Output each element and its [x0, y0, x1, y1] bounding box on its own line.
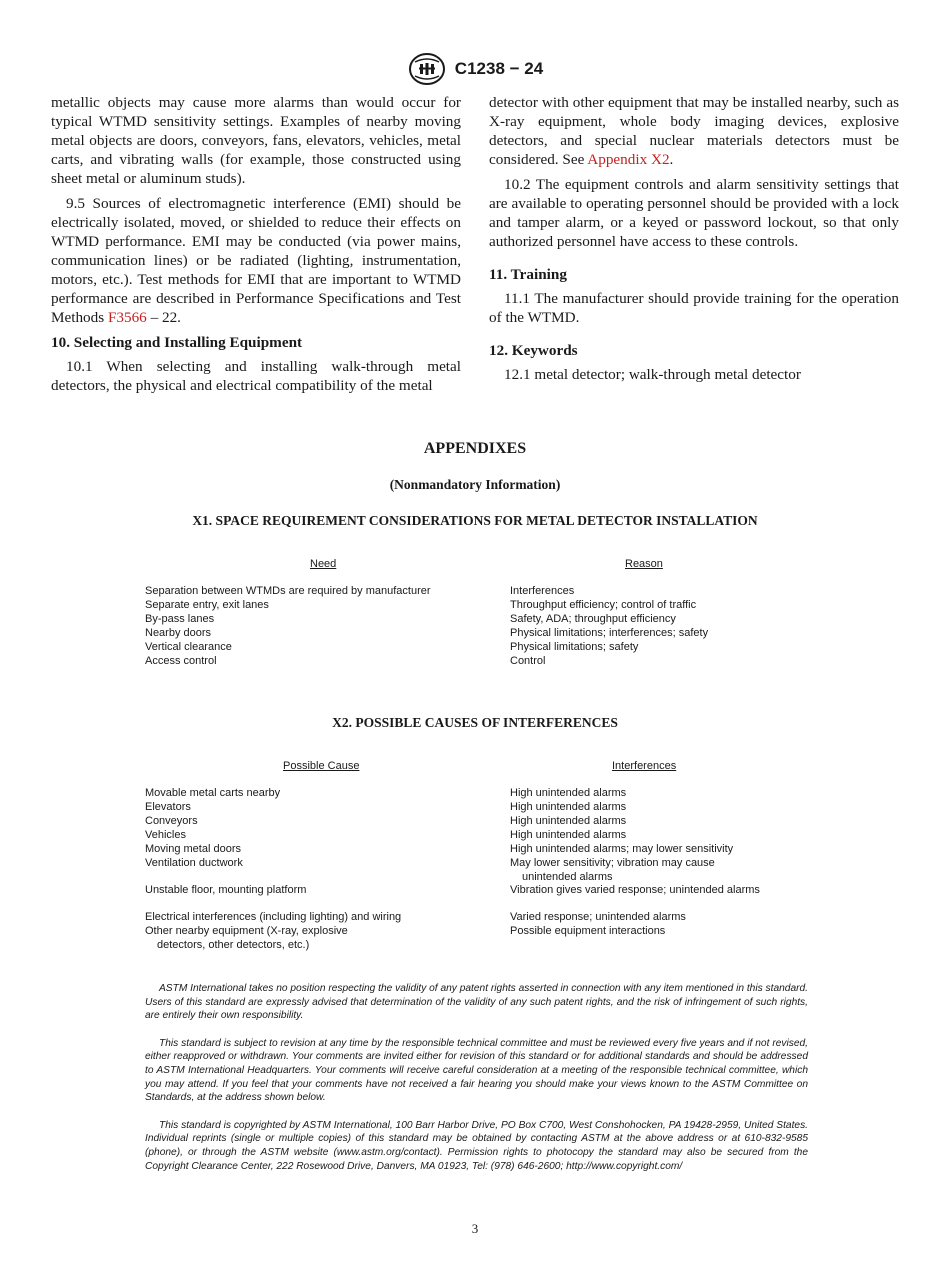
- section-11-heading: 11. Training: [489, 266, 567, 283]
- paragraph-10-1-continued: detector with other equipment that may be installed nearby, such as X-ray equipment, whole body imaging devices, explosive detectors, and special nuclear materials detectors must be considered. See Appendix X2.: [489, 94, 899, 168]
- table-row: Moving metal doors High unintended alarms; may lower sensitivity: [145, 843, 734, 855]
- paragraph-10-1: 10.1 When selecting and installing walk-through metal detectors, the physical and electrical compatibility of the metal: [51, 358, 461, 394]
- appendixes-title: APPENDIXES: [423, 440, 527, 457]
- paragraph-9-5: 9.5 Sources of electromagnetic interference (EMI) should be electrically isolated, moved, or shielded to reduce their effects on WTMD performance. EMI may be conducted (via power mains, communication lines) or be radiated (lighting, instrumentation, motors, etc.). Test methods for EMI that are important to WTMD performance are described in Performance Specifications and Test Methods F3566 – 22.: [51, 195, 461, 326]
- paragraph-10-2: 10.2 The equipment controls and alarm sensitivity settings that are available to operating personnel should be provided with a lock and tamper alarm, or a keyed or password lockout, so that only authorized personnel have access to these controls.: [489, 176, 899, 250]
- appendix-x2-link[interactable]: Appendix X2: [587, 151, 670, 168]
- appendix-x1-title: X1. SPACE REQUIREMENT CONSIDERATIONS FOR METAL DETECTOR INSTALLATION: [192, 513, 758, 528]
- appendix-x2-title: X2. POSSIBLE CAUSES OF INTERFERENCES: [332, 715, 618, 730]
- x2-table: [145, 759, 825, 952]
- document-designation: C1238 − 24: [454, 59, 544, 78]
- paragraph-11-1: 11.1 The manufacturer should provide training for the operation of the WTMD.: [489, 290, 899, 326]
- table-row: Separate entry, exit lanes Throughput efficiency; control of traffic: [145, 599, 697, 611]
- astm-logo-icon: [407, 52, 447, 86]
- table-row: Separation between WTMDs are required by manufacturer Interferences: [145, 585, 575, 597]
- table-row: Unstable floor, mounting platform Vibration gives varied response; unintended alarms: [145, 884, 760, 896]
- page-number: 3: [471, 1221, 479, 1236]
- x2-interferences-header: Interferences: [612, 760, 677, 772]
- x1-reason-header: Reason: [625, 558, 663, 570]
- paragraph-12-1: 12.1 metal detector; walk-through metal detector: [504, 366, 801, 383]
- table-row: Nearby doors Physical limitations; interferences; safety: [145, 627, 709, 639]
- x2-table-header: [145, 759, 825, 773]
- section-10-heading: 10. Selecting and Installing Equipment: [51, 334, 303, 351]
- table-row: By-pass lanes Safety, ADA; throughput efficiency: [145, 613, 676, 625]
- copyright-notice: This standard is copyrighted by ASTM International, 100 Barr Harbor Drive, PO Box C700, West Conshohocken, PA 19428-2959, United States. Individual reprints (single or multiple copies) of this standard may be obtained by contacting ASTM at the above address or at 610-832-9585 (phone), or through the ASTM website (www.astm.org/contact). Permission rights to photocopy the standard may also be secured from the Copyright Clearance Center, 222 Rosewood Drive, Danvers, MA 01923, Tel: (978) 646-2600; http://www.copyright.com/: [145, 1119, 808, 1172]
- x1-table-header: [145, 557, 825, 571]
- right-column: [489, 93, 899, 390]
- legal-notices: [145, 982, 808, 1187]
- table-row: Conveyors High unintended alarms: [145, 815, 627, 827]
- table-row: Movable metal carts nearby High unintended alarms: [145, 787, 627, 799]
- table-row: Vehicles High unintended alarms: [145, 829, 627, 841]
- table-row: Access control Control: [145, 655, 546, 667]
- table-row: Ventilation ductwork May lower sensitivity; vibration may cause unintended alarms: [145, 857, 715, 883]
- left-column: [51, 93, 461, 401]
- x1-table: [145, 557, 825, 668]
- paragraph-9-4-continued: metallic objects may cause more alarms than would occur for typical WTMD sensitivity settings. Examples of nearby moving metal objects are doors, conveyors, fans, elevators, vehicles, metal carts, and vibrating walls (for example, those constructed using sheet metal or aluminum studs).: [51, 94, 461, 187]
- appendixes-subtitle: (Nonmandatory Information): [389, 477, 561, 492]
- page-header: [0, 52, 950, 86]
- x2-cause-header: Possible Cause: [283, 760, 360, 772]
- patent-notice: ASTM International takes no position respecting the validity of any patent rights asserted in connection with any item mentioned in this standard. Users of this standard are expressly advised that determination of the validity of any such patent rights, and the risk of infringement of such rights, are entirely their own responsibility.: [145, 983, 808, 1022]
- x1-need-header: Need: [310, 558, 337, 570]
- table-row: Elevators High unintended alarms: [145, 801, 627, 813]
- table-row: Electrical interferences (including lighting) and wiring Varied response; unintended alarms: [145, 911, 686, 923]
- section-12-heading: 12. Keywords: [489, 342, 578, 359]
- f3566-link[interactable]: F3566: [107, 309, 147, 326]
- revision-notice: This standard is subject to revision at any time by the responsible technical committee and must be reviewed every five years and if not revised, either reapproved or withdrawn. Your comments are invited either for revision of this standard or for additional standards and should be addressed to ASTM International Headquarters. Your comments will receive careful consideration at a meeting of the responsible technical committee, which you may attend. If you feel that your comments have not received a fair hearing you should make your views known to the ASTM Committee on Standards, at the address shown below.: [145, 1037, 808, 1104]
- table-row: Vertical clearance Physical limitations; safety: [145, 641, 639, 653]
- table-row: Other nearby equipment (X-ray, explosive detectors, other detectors, etc.) Possible equipment interactions: [145, 925, 666, 951]
